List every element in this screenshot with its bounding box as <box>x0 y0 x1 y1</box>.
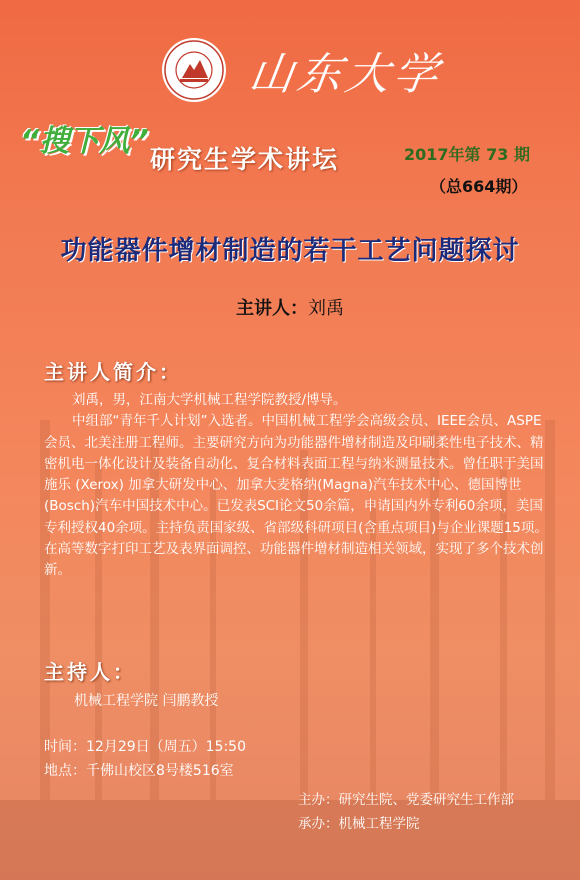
lecture-title: 功能器件增材制造的若干工艺问题探讨 <box>60 236 520 266</box>
host-heading: 主持人： <box>44 660 136 684</box>
bio-paragraph: 刘禹，男，江南大学机械工程学院教授/博导。 <box>72 392 347 408</box>
bio-paragraph: 中组部“青年千人计划”入选者。中国机械工程学会高级会员、IEEE会员、ASPE会员、北美注册工程师。主要研究方向为功能器件增材制造及印刷柔性电子技术、精密机电一体化设计及装备自动化、复合材料表面工程与纳米测量技术。曾任职于美国施乐 (Xerox) 加拿大研发中心、加拿大麦格纳(Magna)汽车技术中心、德国博世(Bosch)汽车中国技术中心。已发表SCI论文50余篇，申请国内外专利60余项，美国专利授权40余项。主持负责国家级、省部级科研项目(含重点项目)与企业课题15项。在高等数字打印工艺及表界面调控、功能器件增材制造相关领域，实现了多个技术创新。 <box>44 413 548 579</box>
sponsor-text: 主办：研究生院、党委研究生工作部 <box>298 792 514 808</box>
host-text: 机械工程学院 闫鹏教授 <box>74 693 219 709</box>
undertaker-text: 承办：机械工程学院 <box>298 816 420 832</box>
forum-brand-title: “搜下风” <box>20 124 149 159</box>
forum-name: 研究生学术讲坛 <box>150 145 340 174</box>
speaker-name: 刘禹 <box>308 298 344 319</box>
bio-heading: 主讲人简介： <box>44 360 182 384</box>
university-calligraphy-name: 山东大学 <box>245 49 445 100</box>
total-issue-number: （总664期） <box>430 177 528 196</box>
issue-number: 2017年第 73 期 <box>404 145 530 164</box>
speaker-line <box>0 294 580 320</box>
event-time: 时间：12月29日（周五）15:50 <box>44 739 246 755</box>
event-place: 地点：千佛山校区8号楼516室 <box>44 763 234 779</box>
speaker-label: 主讲人： <box>236 298 308 319</box>
university-seal-logo <box>160 36 228 104</box>
bio-text <box>44 390 554 582</box>
